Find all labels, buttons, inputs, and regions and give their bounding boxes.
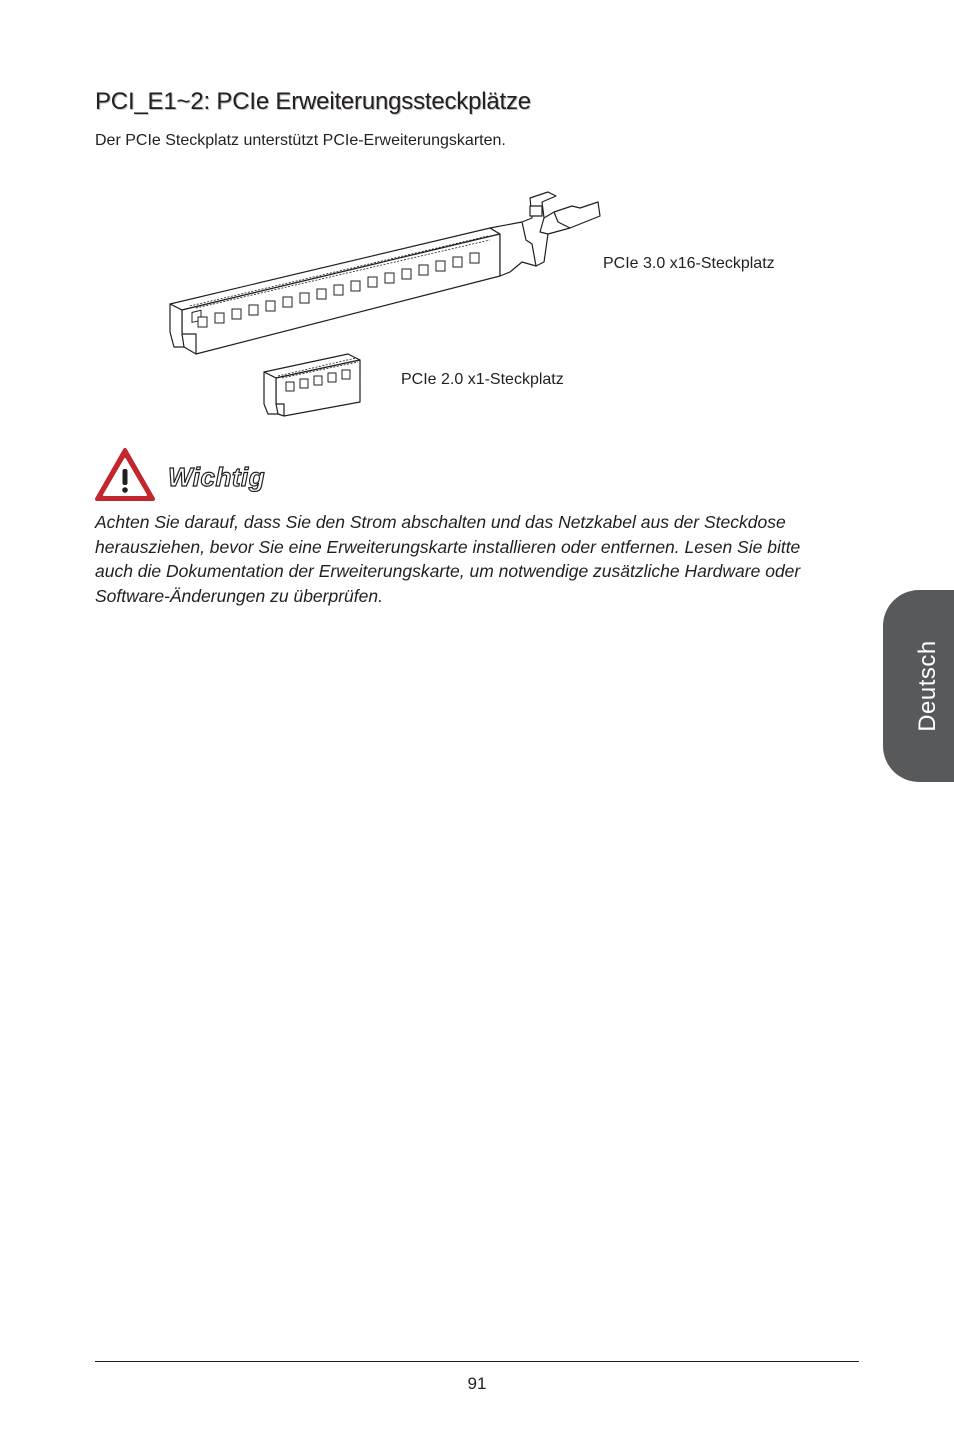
language-tab [883,590,954,782]
section-heading: PCI_E1~2: PCIe Erweiterungssteckplätze [95,88,531,115]
pcie-slots-illustration [160,182,630,432]
page-number: 91 [467,1374,487,1393]
language-tab-label: Deutsch [914,640,941,732]
warning-triangle-icon [94,447,156,503]
footer-divider [95,1361,859,1362]
warning-text: Achten Sie darauf, dass Sie den Strom abschalten und das Netzkabel aus der Steckdose herausziehen, bevor Sie eine Erweiterungskarte installieren oder entfernen. Lesen Sie bitte auch die Dokumentation der Erweiterungskarte, um notwendige zusätzliche Hardware oder Software-Änderungen zu überprüfen. [95,512,801,606]
pcie-x1-slot [264,354,360,416]
x1-slot-label: PCIe 2.0 x1-Steckplatz [401,371,564,388]
warning-title: Wichtig [168,462,266,492]
x16-slot-label: PCIe 3.0 x16-Steckplatz [603,255,775,272]
intro-text: Der PCIe Steckplatz unterstützt PCIe-Erweiterungskarten. [95,132,506,149]
